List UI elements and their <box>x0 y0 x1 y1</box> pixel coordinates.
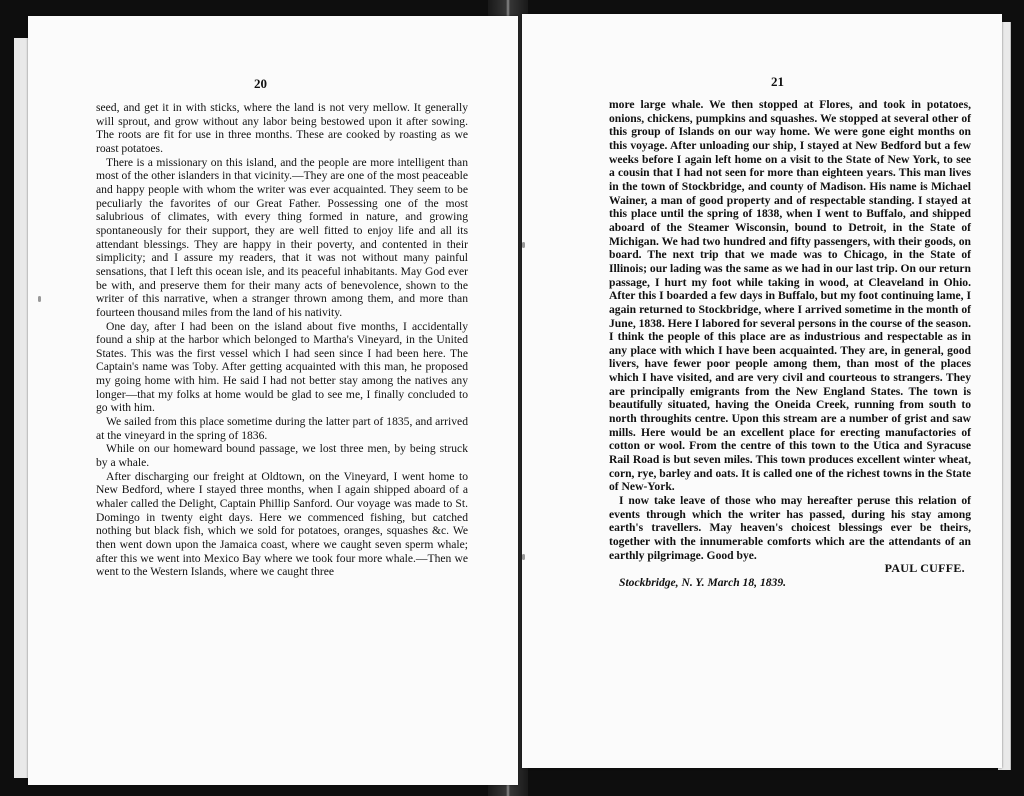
paragraph: There is a missionary on this island, and the people are more intelligent than most of the other islanders in that vicinity.—They are one of the most peaceable and happy people with whom the writer was ever acquainted. They seem to be peculiarly the favorites of our Great Father. Possessing one of the most salubrious of climates, with every thing formed in nature, and growing spontaneously for their support, they are well fitted to enjoy life and all its attendant blessings. They are happy in their poverty, and contented in their simplicity; and I assure my readers, that it was not without many painful sensations, that I left this ocean isle, and its peaceful inhabitants. May God ever be with, and preserve them for their many acts of benevolence, shown to the writer of this narrative, when a stranger thrown among them, and more than fourteen thousand miles from the land of his nativity. <box>96 155 468 319</box>
paragraph: I now take leave of those who may hereafter peruse this relation of events through which the writer has passed, during his stay among earth's travellers. May heaven's choicest blessings ever be theirs, together with the innumerable comforts which are the attendants of an earthly pilgrimage. Good bye. <box>609 494 971 562</box>
page-number: 20 <box>254 76 267 91</box>
paragraph: We sailed from this place sometime during the latter part of 1835, and arrived at the vineyard in the spring of 1836. <box>96 415 468 442</box>
place-date: Stockbridge, N. Y. March 18, 1839. <box>619 575 787 589</box>
page-speck <box>38 296 41 302</box>
page-number: 21 <box>771 74 784 89</box>
paragraph: While on our homeward bound passage, we lost three men, by being struck by a whale. <box>96 442 468 470</box>
page-body <box>609 98 971 590</box>
paragraph: One day, after I had been on the island about five months, I accidentally found a ship at the harbor which belonged to Martha's Vineyard, in the United States. This was the first vessel which I had seen since I had been here. The Captain's name was Toby. After getting acquainted with this man, he proposed my going home with him. He said I had not better stay among the natives any longer—that my folks at home would be glad to see me, I finally concluded to go with him. <box>96 319 468 415</box>
signature: PAUL CUFFE. <box>884 561 965 576</box>
paragraph: seed, and get it in with sticks, where the land is not very mellow. It generally will sprout, and grow without any labor being bestowed upon it after sowing. The roots are fit for use in three months. These are cooked by roasting as we roast potatoes. <box>96 101 468 155</box>
left-page <box>28 16 518 785</box>
paragraph: After discharging our freight at Oldtown, on the Vineyard, I went home to New Bedford, where I stayed three months, when I again shipped aboard of a whaler called the Delight, Captain Phillip Sanford. Our voyage was made to St. Domingo in twenty eight days. Here we commenced fishing, but catched nothing but black fish, which we sold for potatoes, oranges, squashes &c. We then went down upon the Jamaica coast, where we caught seven sperm whale; after this we went into Mexico Bay where we took four more whale.—Then we went to the Western Islands, where we caught three <box>96 469 468 579</box>
right-page <box>522 14 1002 768</box>
page-body <box>96 101 468 579</box>
page-speck <box>522 554 525 560</box>
paragraph: more large whale. We then stopped at Flores, and took in potatoes, onions, chickens, pumpkins and squashes. We stopped at several other of this group of Islands on our way home. We were gone eight months on this voyage. After unloading our ship, I stayed at New Bedford but a few weeks before I again left home on a visit to the State of New York, to see a cousin that I had not seen for more than eighteen years. This man lives in the town of Stockbridge, and county of Madison. His name is Michael Wainer, a man of good property and of respectable standing. I stayed at this place until the spring of 1838, when I went to Buffalo, and shipped aboard of the Steamer Wisconsin, bound to Detroit, in the State of Michigan. We had two hundred and fifty passengers, with their goods, on board. The next trip that we made was to Chicago, in the State of Illinois; our lading was the same as we had in our last trip. On our return passage, I hurt my foot while taking in wood, at Cleaveland in Ohio. After this I boarded a few days in Buffalo, but my foot continuing lame, I again returned to Stockbridge, where I arrived sometime in the month of June, 1838. Here I labored for several persons in the course of the season. I think the people of this place are as industrious and respectable as in any place with which I have been acquainted. They are, in general, good livers, have fewer poor people among them, than most of the places which I have visited, and are very civil and courteous to strangers. They are principally emigrants from the New England States. The town is beautifully situated, having the Oneida Creek, running from south to north throughits centre. Upon this stream are a number of grist and saw mills. Here would be an excellent place for erecting manufactories of cotton or wool. From the centre of this town to the Utica and Syracuse Rail Road is but seven miles. This town produces excellent winter wheat, corn, rye, barley and oats. It is called one of the richest towns in the State of New-York. <box>609 98 971 494</box>
page-speck <box>522 242 525 248</box>
